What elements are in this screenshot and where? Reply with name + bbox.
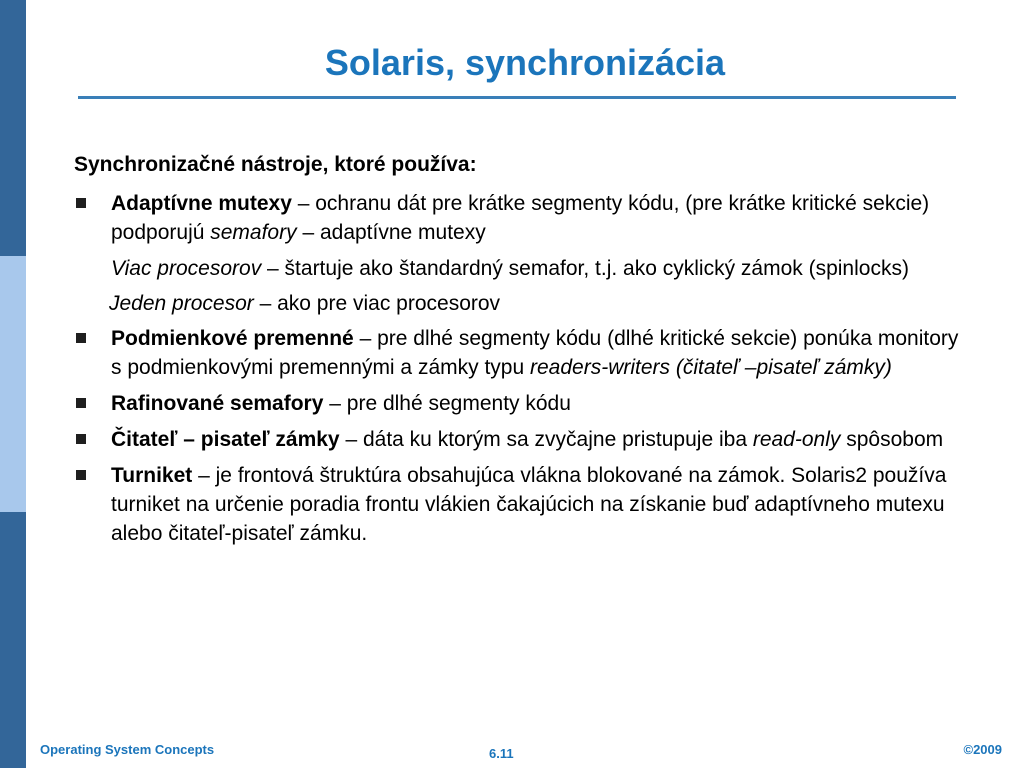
footer-page-number: 6.11 — [489, 746, 514, 761]
bullet-text: – pre dlhé segmenty kódu (dlhé kritické sekcie) ponúka monitory s podmienkovými premennými a zámky typu — [111, 327, 959, 379]
slide-content — [74, 152, 974, 555]
sub-term: Jeden procesor — [109, 292, 254, 315]
bullet-square-icon — [76, 333, 86, 343]
sidebar-segment-top — [0, 0, 26, 256]
bullet-square-icon — [76, 398, 86, 408]
bullet-refined-semaphores — [74, 389, 974, 418]
sidebar-segment-bottom — [0, 512, 26, 768]
bullet-adaptive-mutexes — [74, 189, 974, 247]
bullet-turnstile — [74, 461, 974, 548]
title-underline — [78, 96, 956, 99]
bullet-term: Čitateľ – pisateľ zámky — [111, 428, 340, 451]
bullet-emphasis: semafory — [210, 221, 297, 244]
sub-term: Viac procesorov — [111, 257, 262, 280]
bullet-square-icon — [76, 470, 86, 480]
bullet-term: Podmienkové premenné — [111, 327, 354, 350]
sub-text: – štartuje ako štandardný semafor, t.j. ako cyklický zámok (spinlocks) — [261, 257, 909, 280]
sub-text: – ako pre viac procesorov — [253, 292, 501, 315]
bullet-emphasis: readers-writers (čitateľ –pisateľ zámky) — [530, 356, 892, 379]
slide-title: Solaris, synchronizácia — [324, 42, 726, 83]
footer-copyright: ©2009 — [963, 742, 1002, 757]
bullet-text: spôsobom — [840, 428, 944, 451]
sub-item-single-processor — [74, 289, 974, 318]
sidebar-segment-middle — [0, 256, 26, 512]
bullet-emphasis: read-only — [752, 428, 841, 451]
bullet-term: Adaptívne mutexy — [111, 192, 292, 215]
intro-text: Synchronizačné nástroje, ktoré používa: — [74, 153, 477, 176]
footer-course-title: Operating System Concepts — [40, 742, 215, 757]
sub-item-multi-processor — [74, 254, 974, 283]
bullet-reader-writer-locks — [74, 425, 974, 454]
bullet-text: – dáta ku ktorým sa zvyčajne pristupuje iba — [339, 428, 753, 451]
bullet-text: – ochranu dát pre krátke segmenty kódu, (pre krátke kritické sekcie) podporujú — [111, 192, 930, 244]
bullet-square-icon — [76, 434, 86, 444]
bullet-text: – adaptívne mutexy — [296, 221, 486, 244]
bullet-text: – je frontová štruktúra obsahujúca vlákna blokované na zámok. Solaris2 používa turniket na určenie poradia frontu vlákien čakajúcich na získanie buď adaptívneho mutexu alebo čitateľ-pisateľ zámku. — [111, 464, 947, 545]
bullet-text: – pre dlhé segmenty kódu — [323, 392, 571, 415]
sidebar-decoration — [0, 0, 26, 768]
bullet-condition-variables — [74, 324, 974, 382]
bullet-term: Turniket — [111, 464, 193, 487]
bullet-square-icon — [76, 198, 86, 208]
bullet-term: Rafinované semafory — [111, 392, 324, 415]
